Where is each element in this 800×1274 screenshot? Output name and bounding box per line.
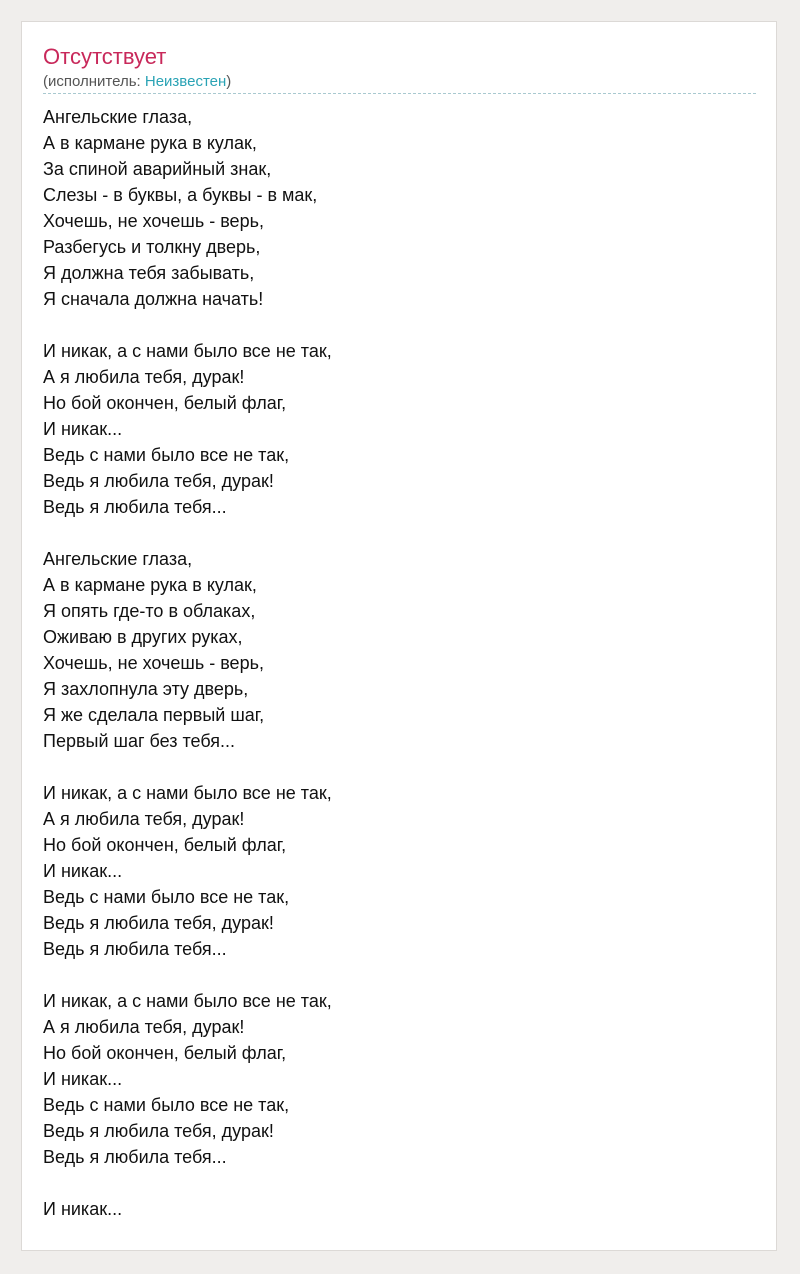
- artist-link[interactable]: Неизвестен: [144, 73, 227, 90]
- lyrics-line: Ведь с нами было все не так,: [43, 887, 290, 907]
- song-title: Отсутствует: [43, 44, 167, 69]
- lyrics-line: Слезы - в буквы, а буквы - в мак,: [43, 185, 318, 205]
- artist-line: [43, 73, 231, 91]
- lyrics-line: Ведь я любила тебя...: [43, 1147, 227, 1167]
- lyrics-line: Ангельские глаза,: [43, 549, 193, 569]
- lyrics-line: За спиной аварийный знак,: [43, 159, 272, 179]
- lyrics-line: Хочешь, не хочешь - верь,: [43, 653, 264, 673]
- lyrics-stanza: [43, 338, 743, 520]
- lyrics-line: Но бой окончен, белый флаг,: [43, 393, 287, 413]
- lyrics-line: Я же сделала первый шаг,: [43, 705, 265, 725]
- lyrics-line: Ведь я любила тебя...: [43, 497, 227, 517]
- lyrics-stanza: [43, 104, 743, 312]
- lyrics-line: Разбегусь и толкну дверь,: [43, 237, 261, 257]
- lyrics-line: И никак, а с нами было все не так,: [43, 341, 332, 361]
- lyrics-line: И никак, а с нами было все не так,: [43, 991, 332, 1011]
- lyrics-line: Ведь я любила тебя, дурак!: [43, 913, 274, 933]
- lyrics-card: [21, 21, 777, 1251]
- lyrics-line: Я сначала должна начать!: [43, 289, 264, 309]
- lyrics-line: Ведь я любила тебя, дурак!: [43, 1121, 274, 1141]
- lyrics-line: А я любила тебя, дурак!: [43, 809, 245, 829]
- lyrics-stanza: [43, 1196, 743, 1222]
- lyrics-line: И никак...: [43, 1199, 123, 1219]
- lyrics-line: Я опять где-то в облаках,: [43, 601, 256, 621]
- lyrics-line: Но бой окончен, белый флаг,: [43, 1043, 287, 1063]
- lyrics-line: И никак...: [43, 861, 123, 881]
- lyrics-line: А я любила тебя, дурак!: [43, 1017, 245, 1037]
- lyrics-line: Ведь я любила тебя...: [43, 939, 227, 959]
- lyrics-line: Хочешь, не хочешь - верь,: [43, 211, 264, 231]
- title-divider: [43, 93, 756, 94]
- lyrics-line: Ведь с нами было все не так,: [43, 1095, 290, 1115]
- lyrics-line: Первый шаг без тебя...: [43, 731, 236, 751]
- lyrics-text: [43, 104, 743, 1248]
- lyrics-line: Ведь с нами было все не так,: [43, 445, 290, 465]
- lyrics-line: И никак...: [43, 1069, 123, 1089]
- lyrics-stanza: [43, 546, 743, 754]
- artist-suffix: ): [226, 73, 232, 90]
- lyrics-line: Я должна тебя забывать,: [43, 263, 255, 283]
- lyrics-line: Но бой окончен, белый флаг,: [43, 835, 287, 855]
- artist-prefix: (исполнитель:: [43, 73, 145, 90]
- lyrics-line: И никак...: [43, 419, 123, 439]
- lyrics-line: А в кармане рука в кулак,: [43, 575, 257, 595]
- lyrics-line: А я любила тебя, дурак!: [43, 367, 245, 387]
- lyrics-line: И никак, а с нами было все не так,: [43, 783, 332, 803]
- lyrics-line: Ангельские глаза,: [43, 107, 193, 127]
- lyrics-line: Я захлопнула эту дверь,: [43, 679, 249, 699]
- lyrics-line: Ведь я любила тебя, дурак!: [43, 471, 274, 491]
- lyrics-stanza: [43, 988, 743, 1170]
- lyrics-stanza: [43, 780, 743, 962]
- lyrics-line: Оживаю в других руках,: [43, 627, 243, 647]
- lyrics-line: А в кармане рука в кулак,: [43, 133, 257, 153]
